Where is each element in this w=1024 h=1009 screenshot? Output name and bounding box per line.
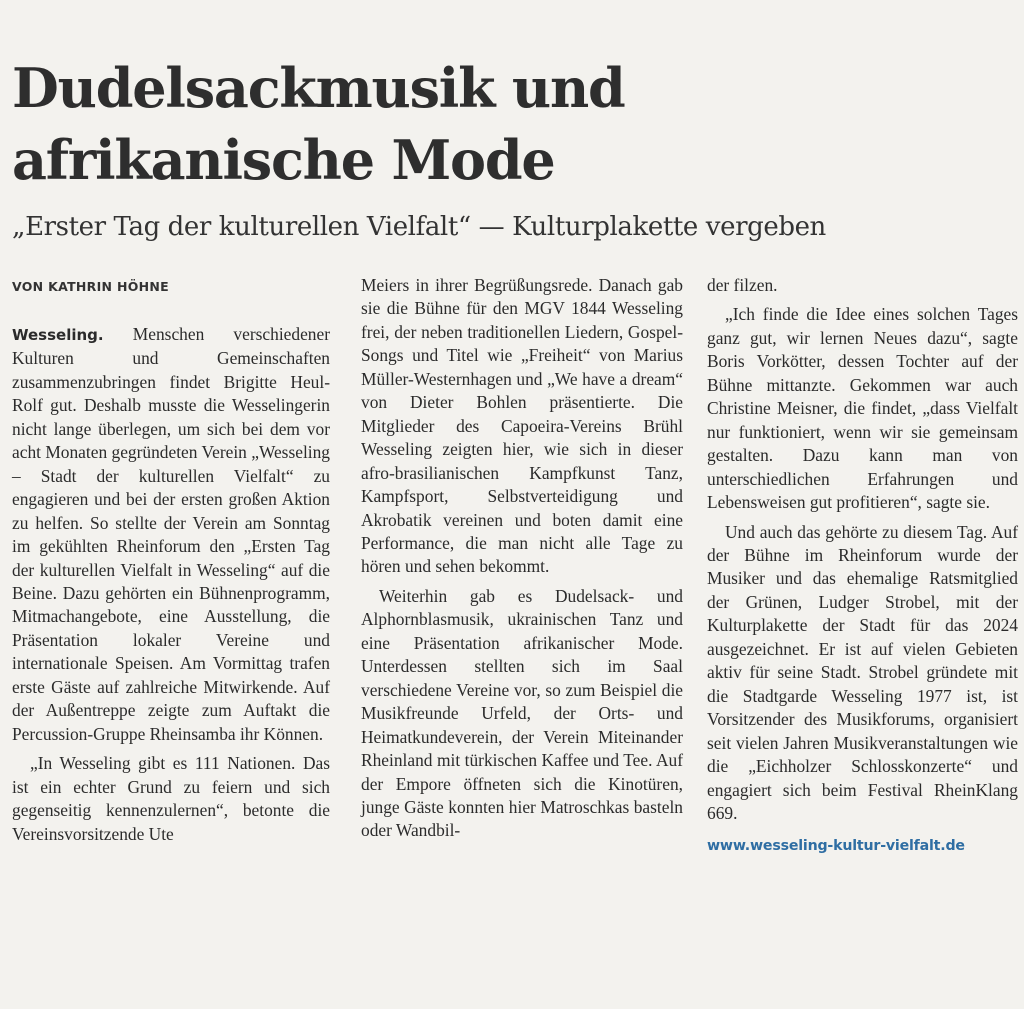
article-headline bbox=[12, 52, 1012, 196]
paragraph: der filzen. bbox=[707, 275, 778, 295]
dateline: Wesseling. bbox=[12, 326, 104, 344]
headline-line-2: afrikanische Mode bbox=[12, 128, 555, 192]
article-subheadline: „Erster Tag der kulturellen Vielfalt“ — Kulturplakette vergeben bbox=[12, 212, 826, 242]
paragraph-intro bbox=[12, 323, 330, 746]
headline-line-1: Dudelsackmusik und bbox=[12, 56, 625, 120]
paragraph: Meiers in ihrer Begrüßungsrede. Danach gab sie die Bühne für den MGV 1844 Wesseling frei, der neben traditionellen Liedern, Gospel-Songs und Titel wie „Freiheit“ von Marius Müller-Westernhagen und „We have a dream“ von Dieter Bohlen präsentierte. Die Mitglieder des Capoeira-Vereins Brühl Wesseling zeigten hier, wie sich in dieser afro-brasilianischen Kampfkunst Tanz, Kampfsport, Selbstverteidigung und Akrobatik vereinen und boten damit eine Performance, die man nicht alle Tage zu hören und sehen bekommt. bbox=[361, 275, 683, 577]
paragraph: Und auch das gehörte zu diesem Tag. Auf der Bühne im Rheinforum wurde der Musiker und das ehemalige Ratsmitglied der Grünen, Ludger Strobel, mit der Kulturplakette der Stadt für das 2024 ausgezeichnet. Er ist auf vielen Gebieten aktiv für seine Stadt. Strobel gründete mit die Stadtgarde Wesseling 1977 ist, ist Vorsitzender des Musikforums, organisiert seit vielen Jahren Musikveranstaltungen wie die „Eichholzer Schlosskonzerte“ und engagiert sich beim Festival RheinKlang 669. bbox=[707, 521, 1018, 823]
article-column-1 bbox=[12, 274, 330, 846]
website-link[interactable]: www.wesseling-kultur-vielfalt.de bbox=[707, 838, 965, 855]
paragraph-intro-text: Menschen verschiedener Kulturen und Gemeinschaften zusammenzubringen findet Brigitte Heul-Rolf gut. Deshalb musste die Wesselingerin nicht lange überlegen, um sich bei dem vor acht Monaten gegründeten Verein „Wesseling – Stadt der kulturellen Vielfalt“ zu engagieren und bei der ersten großen Aktion zu helfen. So stellte der Verein am Sonntag im gekühlten Rheinforum den „Ersten Tag der kulturellen Vielfalt in Wesseling“ auf die Beine. Dazu gehörten ein Bühnenprogramm, Mitmachangebote, eine Ausstellung, die Präsentation lokaler Vereine und internationale Speisen. Am Vormittag trafen erste Gäste auf zahlreiche Mitwirkende. Auf der Außentreppe zeigte zum Auftakt die Percussion-Gruppe Rheinsamba ihr Können. bbox=[12, 324, 330, 744]
paragraph: „In Wesseling gibt es 111 Nationen. Das ist ein echter Grund zu feiern und sich gegenseitig kennenzulernen“, betonte die Vereinsvorsitzende Ute bbox=[12, 753, 330, 844]
paragraph: „Ich finde die Idee eines solchen Tages ganz gut, wir lernen Neues dazu“, sagte Boris Vorkötter, dessen Tochter auf der Bühne mittanzte. Gekommen war auch Christine Meisner, die findet, „dass Vielfalt nur funktioniert, wenn wir sie gemeinsam gestalten. Dazu kann man von unterschiedlichen Erfahrungen und Lebensweisen gut profitieren“, sagte sie. bbox=[707, 304, 1018, 513]
article-column-2 bbox=[361, 274, 683, 843]
paragraph: Weiterhin gab es Dudelsack- und Alphornblasmusik, ukrainischen Tanz und eine Präsentation afrikanischer Mode. Unterdessen stellten sich im Saal verschiedene Vereine vor, so zum Beispiel die Musikfreunde Urfeld, der Orts- und Heimatkundeverein, der Verein Miteinander Rheinland mit türkischen Kaffee und Tee. Auf der Empore öffneten sich die Kinotüren, junge Gäste konnten hier Matroschkas basteln oder Wandbil- bbox=[361, 585, 683, 841]
article-column-3 bbox=[707, 274, 1018, 859]
byline: VON KATHRIN HÖHNE bbox=[12, 279, 170, 294]
